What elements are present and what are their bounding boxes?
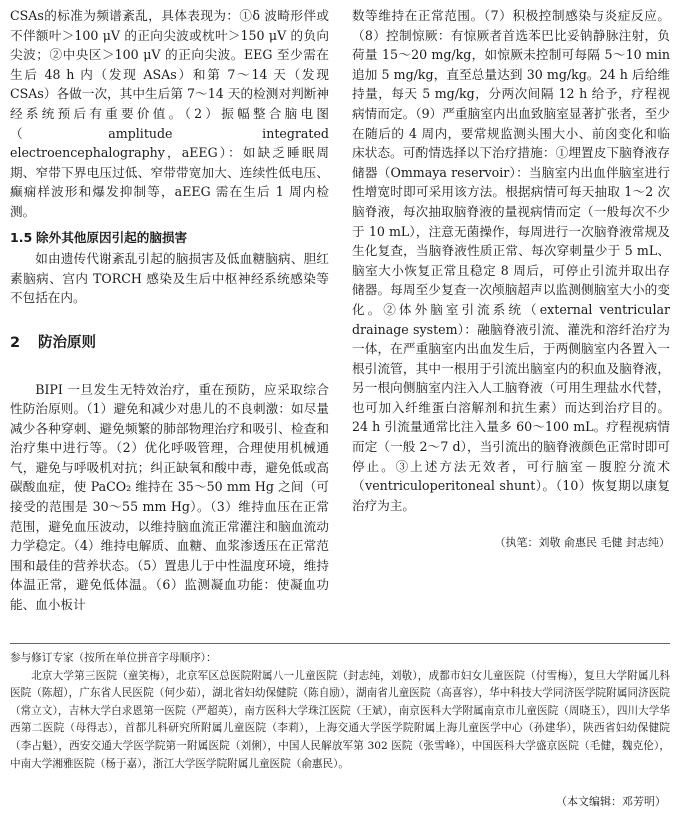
authors-line: （执笔：刘敬 俞惠民 毛健 封志纯） (494, 536, 670, 550)
right-column (352, 6, 670, 553)
section-number: 2 (10, 334, 21, 351)
divider (10, 643, 670, 644)
paragraph: 数等维持在正常范围。（7）积极控制感染与炎症反应。（8）控制惊厥：有惊厥者首选苯巴比妥钠静脉注射，负荷量 15～20 mg/kg，如惊厥未控制可每隔 5～10 min 追加 5 mg/kg，直至总量达到 30 mg/kg。24 h 后给维持量，每天 5 mg/kg，分两次间隔 12 h 给予，疗程视病情而定。（9）严重脑室内出血致脑室显著扩张者，至少在随后的 4 周内，要常规监测头围大小、前囟变化和临床状态。可酌情选择以下治疗措施：①埋置皮下脑脊液存储器（Ommaya reservoir）：当脑室内出血伴脑室进行性增宽时即可采用该方法。根据病情可每天抽取 1～2 次脑脊液，每次抽取脑脊液的量视病情而定（一般每次不少于 10 mL），注意无菌操作，每周进行一次脑脊液常规及生化复查，当脑脊液性质正常、每次穿刺量少于 5 mL、脑室大小恢复正常且稳定 8 周后，可停止引流并取出存储器。每周至少复查一次颅脑超声以监测侧脑室大小的变化。②体外脑室引流系统（external ventricular drainage system）：融脑脊液引流、灌洗和溶纤治疗为一体，在严重脑室内出血发生后，于两侧脑室内各置入一根引流管，其中一根用于引流出脑室内的积血及脑脊液，另一根向侧脑室内注入人工脑脊液（可用生理盐水代替，也可加入纤维蛋白溶解剂和抗生素）而达到治疗目的。24 h 引流量通常比注入量多 60～100 mL。疗程视病情而定（一般 2～7 d），当引流出的脑脊液颜色正常时即可停止。③上述方法无效者，可行脑室－腹腔分流术（ventriculoperitoneal shunt）。（10）恢复期以康复治疗为主。 (352, 8, 670, 513)
left-column (10, 6, 329, 615)
section-title: 除外其他原因引起的脑损害 (36, 229, 188, 245)
section-number: 1.5 (10, 229, 33, 245)
paragraph: CSAs的标准为频谱紊乱，具体表现为：①δ 波畸形伴或不伴额叶＞100 μV 的正向尖波或枕叶＞150 μV 的负向尖波；②中央区＞100 μV 的正向尖波。EEG 至少需在生后 48 h 内（发现 ASAs）和第 7～14 天（发现 CSAs）各做一次，其中生后第 7～14 天的检测对判断神经系统预后有重要价值。（2）振幅整合脑电图（amplitude integrated electroencephalography，aEEG）：如缺乏睡眠周期、窄带下界电压过低、窄带带宽加大、连续性低电压、癫痫样波形和爆发抑制等，aEEG 需在生后 1 周内检测。 (10, 8, 329, 219)
expert-list-body: 北京大学第三医院（童笑梅），北京军区总医院附属八一儿童医院（封志纯，刘敬），成都市妇女儿童医院（付雪梅），复旦大学附属儿科医院（陈超），广东省人民医院（何少茹），湖北省妇幼保健院（陈自励），湖南省儿童医院（高喜容），华中科技大学同济医学院附属同济医院（常立文），吉林大学白求恩第一医院（严超英），南方医科大学珠江医院（王斌），南京医科大学附属南京市儿童医院（周晓玉），四川大学华西第二医院（母得志），首都儿科研究所附属儿童医院（李莉），上海交通大学医学院附属上海儿童医学中心（孙建华），陕西省妇幼保健院（李占魁），西安交通大学医学院第一附属医院（刘俐），中国人民解放军第 302 医院（张雪峰），中国医科大学盛京医院（毛健，魏克伦），中南大学湘雅医院（杨于嘉），浙江大学医学院附属儿童医院（俞惠民）。 (10, 669, 670, 770)
section-heading-1-5 (10, 228, 329, 248)
section-title: 防治原则 (38, 334, 96, 351)
editor-credit: （本文编辑：邓芳明） (556, 795, 666, 808)
paragraph: BIPI 一旦发生无特效治疗，重在预防，应采取综合性防治原则。（1）避免和减少对患儿的不良刺激：如尽量减少各种穿刺、避免频繁的肺部物理治疗和吸引、检查和治疗集中进行等。（2）优化呼吸管理，合理使用机械通气，避免与呼吸机对抗；纠正缺氧和酸中毒，避免低或高碳酸血症，使 PaCO₂ 维持在 35～50 mm Hg 之间（可接受的范围是 30～55 mm Hg）。（3）维持血压在正常范围，避免血压波动，以维持脑血流正常灌注和脑血流动力学稳定。（4）维持电解质、血糖、血浆渗透压在正常范围和最佳的营养状态。（5）置患儿于中性温度环境，维持体温正常，避免低体温。（6）监测凝血功能：使凝血功能、血小板计 (10, 381, 329, 613)
expert-list (10, 650, 670, 773)
expert-list-title: 参与修订专家（按所在单位拼音字母顺序）： (10, 652, 217, 664)
section-heading-2 (10, 334, 329, 354)
paragraph: 如由遗传代谢紊乱引起的脑损害及低血糖脑病、胆红素脑病、宫内 TORCH 感染及生后中枢神经系统感染等不包括在内。 (10, 251, 329, 306)
